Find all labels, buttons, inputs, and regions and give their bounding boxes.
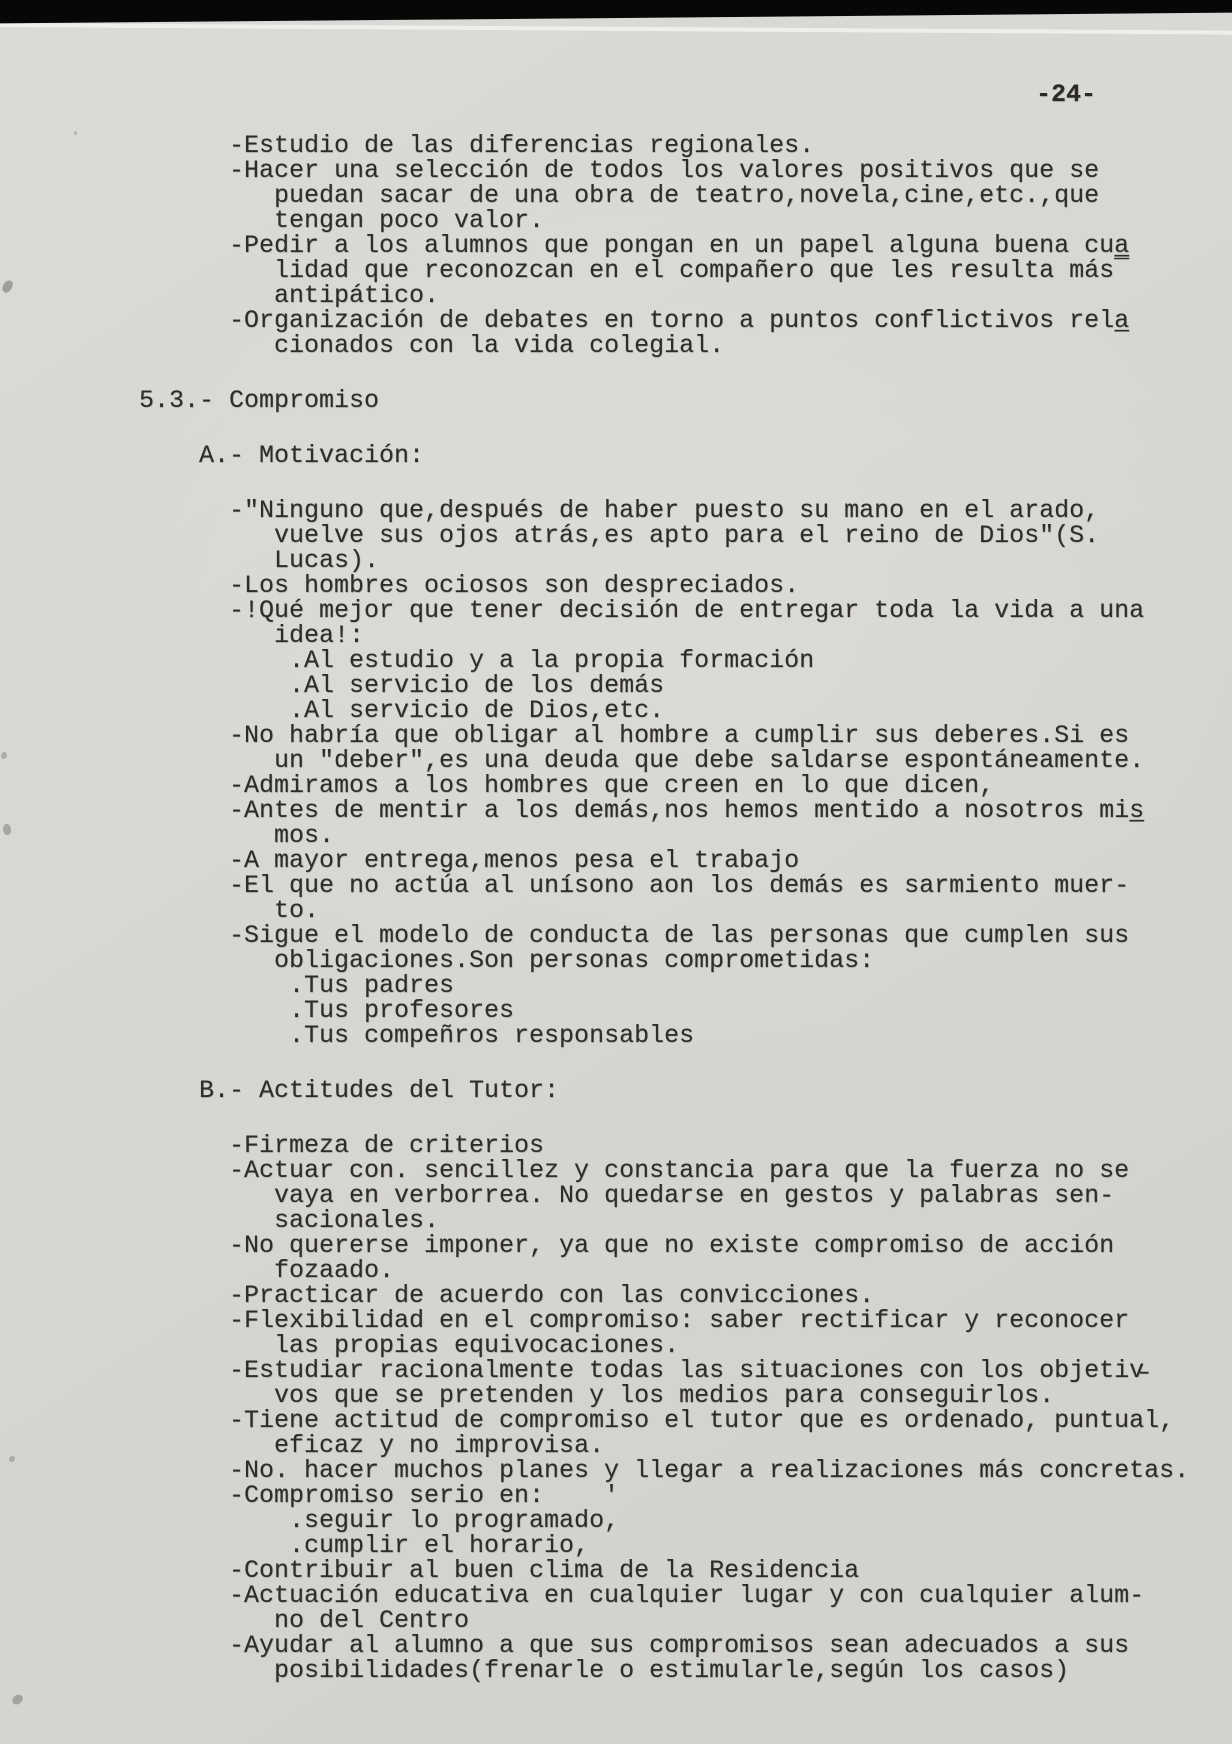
document-line: vaya en verborrea. No quedarse en gestos y palabras sen- (274, 1181, 1115, 1210)
paper-speck (11, 1692, 25, 1706)
page-number: -24- (1036, 80, 1097, 109)
document-line: lidad que reconozcan en el compañero que les resulta más‾ (274, 256, 1130, 285)
document-line: un "deber",es una deuda que debe saldarse espontáneamente. (274, 746, 1145, 775)
document-line: -Organización de debates en torno a puntos conflictivos rela̲ (229, 306, 1130, 335)
document-line: idea!: (274, 621, 365, 650)
document-line: posibilidades(frenarle o estimularle,según los casos) (274, 1656, 1070, 1685)
paper-speck (74, 131, 77, 135)
document-content (139, 133, 1219, 1683)
document-line: -Practicar de acuerdo con las convicciones. (229, 1281, 875, 1310)
document-line: -No habría que obligar al hombre a cumplir sus deberes.Si es (229, 721, 1130, 750)
document-line: -No quererse imponer, ya que no existe compromiso de acción (229, 1231, 1115, 1260)
document-line: -Actuar con. sencillez y constancia para que la fuerza no se (229, 1156, 1130, 1185)
document-line: -Contribuir al buen clima de la Residencia (229, 1556, 860, 1585)
document-line: .Al estudio y a la propia formación (289, 646, 815, 675)
document-line: -Admiramos a los hombres que creen en lo que dicen, (229, 771, 995, 800)
document-line: -Pedir a los alumnos que pongan en un papel alguna buena cua̲ (229, 231, 1130, 260)
document-line: to. (274, 896, 320, 925)
document-blank-line (139, 413, 1219, 443)
document-line: .cumplir el horario, (289, 1531, 590, 1560)
document-line: eficaz y no improvisa. (274, 1431, 605, 1460)
document-line: .Tus compeñros responsables (289, 1021, 695, 1050)
document-line: 5.3.- Compromiso (139, 386, 380, 415)
document-blank-line (139, 468, 1219, 498)
document-line: puedan sacar de una obra de teatro,novela,cine,etc.,que (274, 181, 1100, 210)
paper-speck (1, 279, 15, 295)
document-line: Lucas). (274, 546, 380, 575)
paper-speck (1, 823, 12, 836)
document-line: .Tus profesores (289, 996, 515, 1025)
document-line: -No. hacer muchos planes y llegar a realizaciones más concretas. (229, 1456, 1190, 1485)
document-line: vos que se pretenden y los medios para conseguirlos. (274, 1381, 1055, 1410)
document-line: -Hacer una selección de todos los valores positivos que se (229, 156, 1100, 185)
document-line: -Sigue el modelo de conducta de las personas que cumplen sus (229, 921, 1130, 950)
document-line: -Estudiar racionalmente todas las situaciones con los objetiv̵ (229, 1356, 1145, 1385)
document-line: -Actuación educativa en cualquier lugar y con cualquier alum- (229, 1581, 1145, 1610)
document-line: -Firmeza de criterios (229, 1131, 545, 1160)
document-line: vuelve sus ojos atrás,es apto para el reino de Dios"(S. (274, 521, 1100, 550)
document-line: -A mayor entrega,menos pesa el trabajo (229, 846, 800, 875)
document-line: no del Centro (274, 1606, 470, 1635)
document-line: B.- Actitudes del Tutor: (199, 1076, 560, 1105)
document-line: -Ayudar al alumno a que sus compromisos sean adecuados a sus (229, 1631, 1130, 1660)
document-line: -Compromiso serio en: ' (229, 1481, 620, 1510)
document-line: -!Qué mejor que tener decisión de entregar toda la vida a una (229, 596, 1145, 625)
document-line: obligaciones.Son personas comprometidas: (274, 946, 875, 975)
document-line: .Al servicio de los demás (289, 671, 665, 700)
document-line: sacionales. (274, 1206, 440, 1235)
document-line: mos. (274, 821, 335, 850)
document-line: -Estudio de las diferencias regionales. (229, 131, 815, 160)
document-line: .seguir lo programado, (289, 1506, 620, 1535)
document-blank-line (139, 1103, 1219, 1133)
document-line: fozaado. (274, 1256, 395, 1285)
document-line: .Al servicio de Dios,etc. (289, 696, 665, 725)
document-line: las propias equivocaciones. (274, 1331, 680, 1360)
document-line: -Antes de mentir a los demás,nos hemos mentido a nosotros mis̲ (229, 796, 1145, 825)
document-line: -Flexibilidad en el compromiso: saber rectificar y reconocer (229, 1306, 1130, 1335)
document-line: antipático. (274, 281, 440, 310)
document-line: -Tiene actitud de compromiso el tutor que es ordenado, puntual, (229, 1406, 1175, 1435)
paper-speck (1, 752, 7, 759)
document-blank-line (139, 1048, 1219, 1078)
document-line: tengan poco valor. (274, 206, 545, 235)
document-line: .Tus padres (289, 971, 455, 1000)
document-blank-line (139, 358, 1219, 388)
document-line: cionados con la vida colegial. (274, 331, 725, 360)
document-line: -Los hombres ociosos son despreciados. (229, 571, 800, 600)
paper-speck (9, 1456, 15, 1462)
document-line: -El que no actúa al unísono aon los demás es sarmiento muer- (229, 871, 1130, 900)
document-line: A.- Motivación: (199, 441, 425, 470)
paper-top-edge-highlight (0, 23, 1232, 35)
document-line: -"Ninguno que,después de haber puesto su mano en el arado, (229, 496, 1100, 525)
